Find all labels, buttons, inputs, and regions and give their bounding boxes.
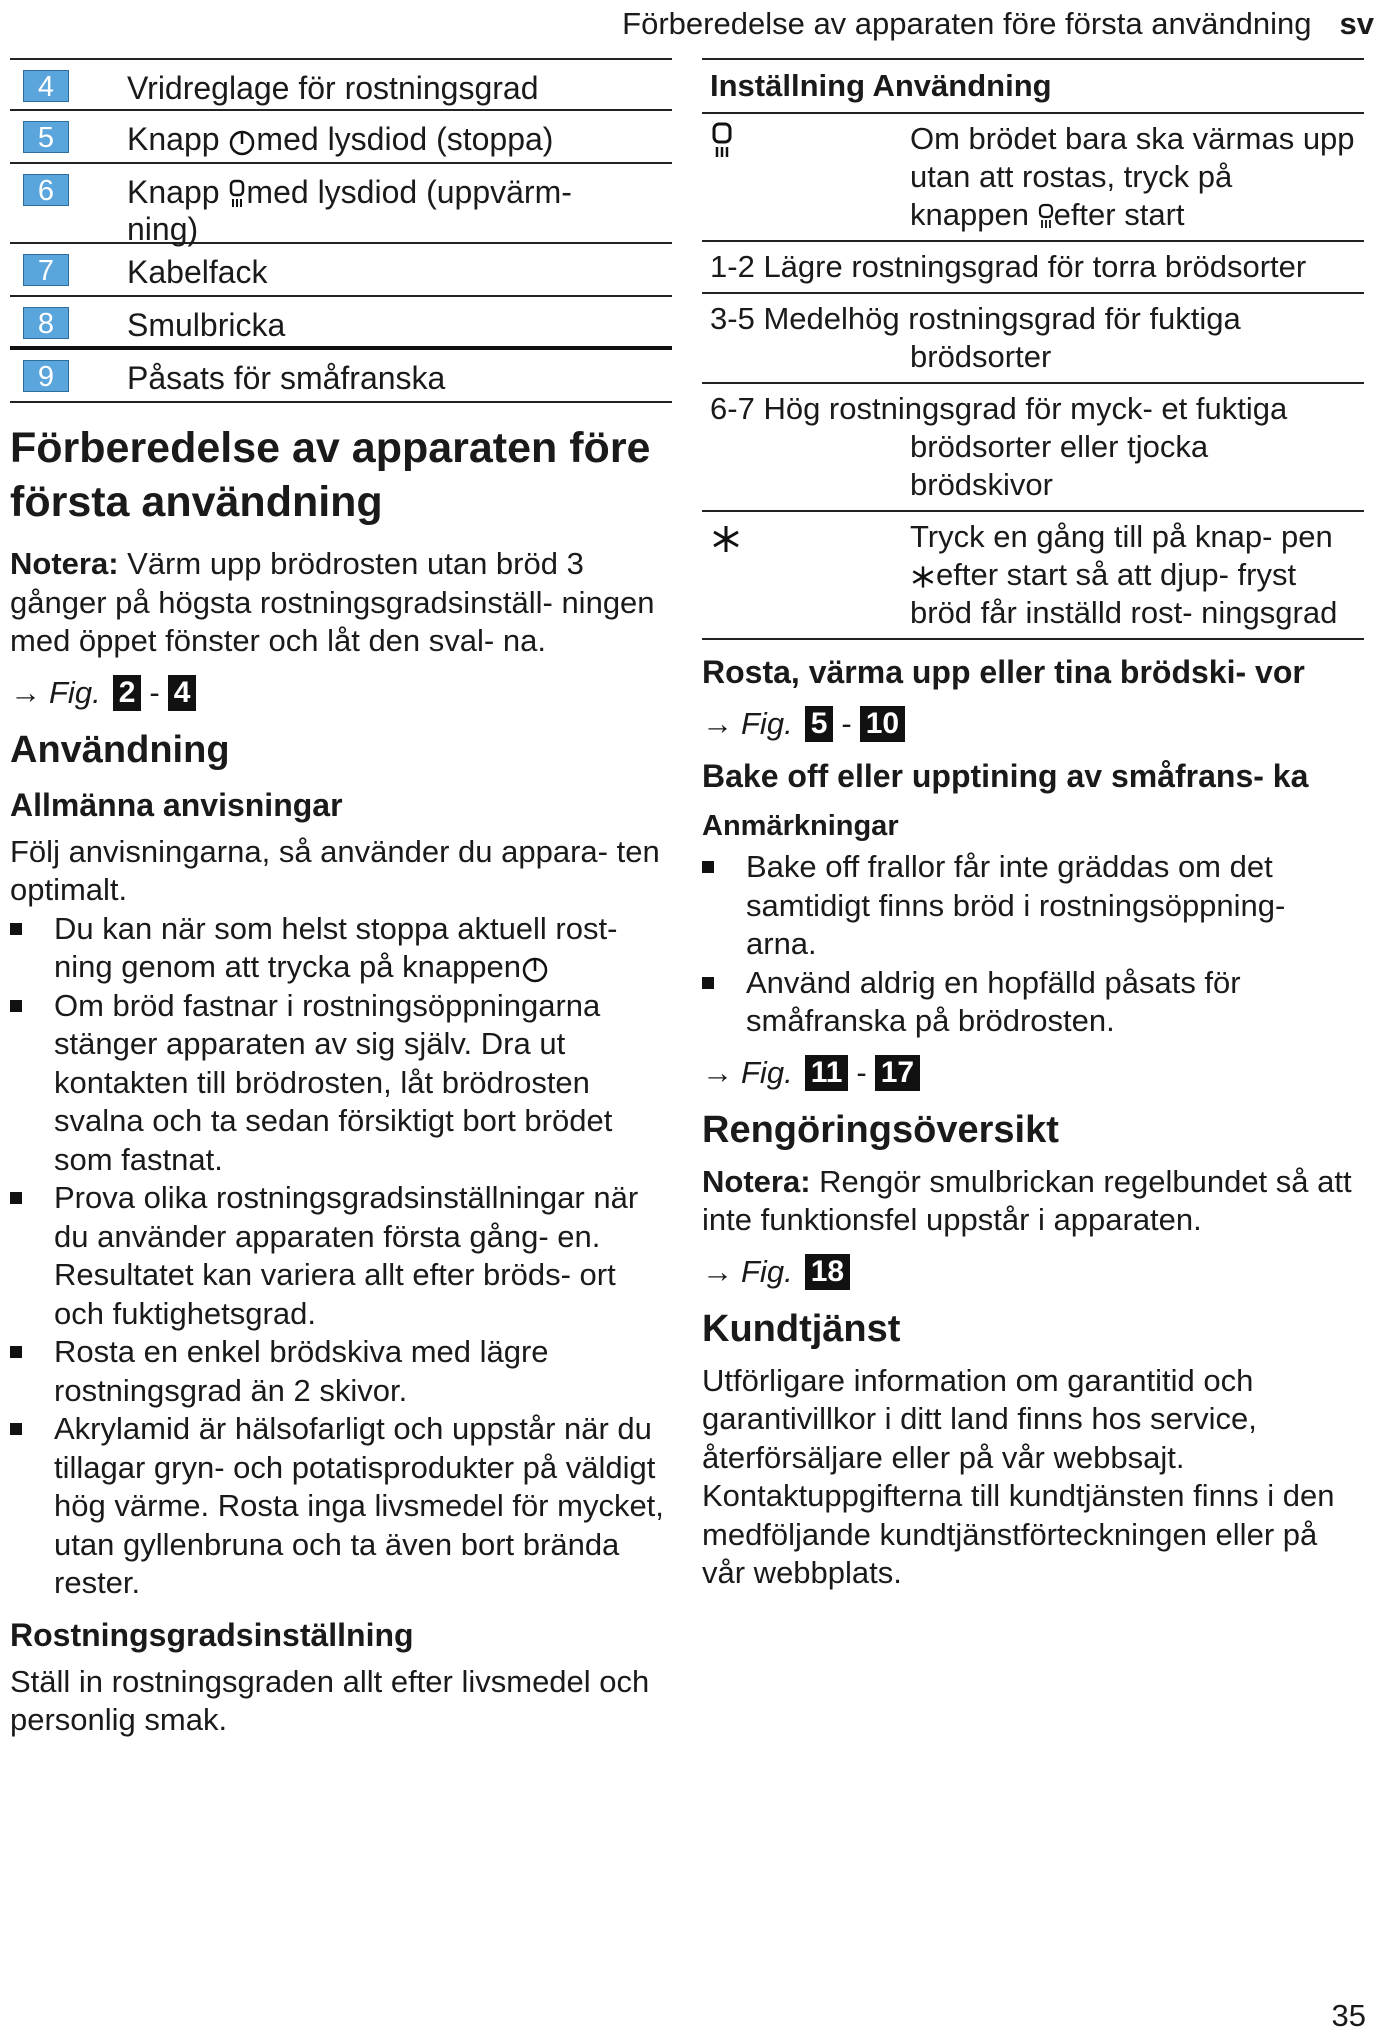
settings-row: 6-7 Hög rostningsgrad för myck- et fuktiga brödsorter eller tjocka brödskivor <box>702 384 1364 512</box>
page-number: 35 <box>1331 1998 1366 2033</box>
settings-row: 3-5 Medelhög rostningsgrad för fuktiga brödsorter <box>702 294 1364 384</box>
bullet-icon <box>702 861 714 873</box>
part-label: Vridreglage för rostningsgrad <box>127 70 539 106</box>
setting-text: Ställ in rostningsgraden allt efter livsmedel och personlig smak. <box>10 1663 650 1737</box>
arrow-right-icon: → <box>702 1253 733 1289</box>
header-title: Förberedelse av apparaten före första användning <box>622 6 1312 41</box>
figure-badge: 11 <box>805 1055 849 1091</box>
list-item: Bake off frallor får inte gräddas om det samtidigt finns bröd i rostningsöppning- arna. <box>702 848 1364 964</box>
list-item: Akrylamid är hälsofarligt och uppstår när du tillagar gryn- och potatisprodukter på väldigt hög värme. Rosta inga livsmedel för mycket, utan gyllenbruna och ta även bort brända rester. <box>10 1410 672 1603</box>
figure-reference: → Fig. 18 <box>702 1252 1364 1292</box>
language-code: sv <box>1339 6 1374 41</box>
list-item: Rosta en enkel brödskiva med lägre rostningsgrad än 2 skivor. <box>10 1333 672 1410</box>
bullet-icon <box>10 1346 22 1358</box>
arrow-right-icon: → <box>10 674 41 710</box>
part-label: Påsats för småfranska <box>127 360 446 396</box>
settings-row-warm: Om brödet bara ska värmas upp utan att rostas, tryck på knappen efter start <box>702 114 1364 242</box>
part-number-badge: 4 <box>23 70 69 102</box>
part-number-badge: 5 <box>23 121 69 153</box>
parts-row <box>10 111 672 164</box>
arrow-right-icon: → <box>702 706 733 741</box>
parts-row <box>10 244 672 297</box>
bullet-icon <box>10 1192 22 1204</box>
prep-heading: Förberedelse av apparaten före första användning <box>10 424 651 526</box>
remarks-heading: Anmärkningar <box>702 810 899 842</box>
part-label: Knapp med lysdiod (stoppa) <box>127 121 554 157</box>
list-item: Prova olika rostningsgradsinställningar när du använder apparaten första gång- en. Resultatet kan variera allt efter bröds- ort och fuktighetsgrad. <box>10 1179 672 1333</box>
figure-reference: → Fig. 2 - 4 <box>10 673 672 713</box>
cleaning-note: Notera: Rengör smulbrickan regelbundet så att inte funktionsfel uppstår i apparaten. <box>702 1163 1352 1237</box>
settings-table-header: Inställning Användning <box>702 58 1364 114</box>
toast-heading: Rosta, värma upp eller tina brödski- vor <box>702 654 1305 690</box>
settings-row-defrost: Tryck en gång till på knap- pen efter start så att djup- fryst bröd får inställd rost- ningsgrad <box>702 512 1364 640</box>
setting-heading: Rostningsgradsinställning <box>10 1616 414 1653</box>
part-label: Smulbricka <box>127 307 286 343</box>
bullet-icon <box>702 977 714 989</box>
settings-table <box>702 58 1364 640</box>
usage-heading: Användning <box>10 728 230 771</box>
part-number-badge: 6 <box>23 174 69 206</box>
general-heading: Allmänna anvisningar <box>10 786 343 823</box>
part-number-badge: 9 <box>23 360 69 392</box>
figure-badge: 10 <box>860 706 905 742</box>
prep-note: Notera: Värm upp brödrosten utan bröd 3 gånger på högsta rostningsgradsinställ- ningen med öppet fönster och låt den sval- na. <box>10 546 655 658</box>
figure-badge: 2 <box>113 675 142 711</box>
list-item: Du kan när som helst stoppa aktuell rost- ning genom att trycka på knappen <box>10 910 672 987</box>
bakeoff-heading: Bake off eller upptining av småfrans- ka <box>702 758 1309 794</box>
general-bullet-list <box>10 910 672 1603</box>
bullet-icon <box>10 1000 22 1012</box>
power-icon <box>521 954 549 984</box>
service-text: Utförligare information om garantitid och garantivillkor i ditt land finns hos service, återförsäljare eller på vår webbsajt. Kontaktuppgifterna till kundtjänsten finns i den medföljande kundtjänstförteckningen eller på vår webbplats. <box>702 1362 1335 1590</box>
parts-row <box>10 350 672 403</box>
settings-row: 1-2 Lägre rostningsgrad för torra brödsorter <box>702 242 1364 294</box>
parts-table <box>10 58 672 403</box>
figure-reference: → Fig. 11 - 17 <box>702 1053 1364 1093</box>
list-item: Använd aldrig en hopfälld påsats för småfranska på brödrosten. <box>702 964 1364 1041</box>
part-number-badge: 7 <box>23 254 69 286</box>
figure-badge: 5 <box>805 706 834 742</box>
left-column <box>10 58 672 1740</box>
bullet-icon <box>10 1423 22 1435</box>
service-heading: Kundtjänst <box>702 1307 901 1350</box>
parts-row <box>10 297 672 350</box>
warm-icon <box>710 121 734 161</box>
right-column <box>702 58 1364 1593</box>
snowflake-icon <box>910 564 936 590</box>
part-label: Kabelfack <box>127 254 268 290</box>
snowflake-icon <box>710 523 742 555</box>
power-icon <box>228 127 256 157</box>
running-header <box>622 6 1374 42</box>
part-label: Knapp med lysdiod (uppvärm- ning) <box>127 174 572 247</box>
cleaning-heading: Rengöringsöversikt <box>702 1108 1059 1151</box>
figure-badge: 4 <box>168 675 197 711</box>
remarks-bullet-list <box>702 848 1364 1041</box>
figure-badge: 17 <box>875 1055 920 1091</box>
warm-icon <box>228 179 246 211</box>
figure-badge: 18 <box>805 1254 850 1290</box>
figure-reference: → Fig. 5 - 10 <box>702 704 1364 744</box>
parts-row <box>10 164 672 247</box>
general-intro: Följ anvisningarna, så använder du appara- ten optimalt. <box>10 833 660 907</box>
parts-row <box>10 58 672 111</box>
arrow-right-icon: → <box>702 1054 733 1090</box>
warm-icon <box>1038 203 1054 231</box>
bullet-icon <box>10 923 22 935</box>
list-item: Om bröd fastnar i rostningsöppningarna stänger apparaten av sig själv. Dra ut kontakten till brödrosten, låt brödrosten svalna och ta sedan försiktigt bort brödet som fastnat. <box>10 987 672 1180</box>
part-number-badge: 8 <box>23 307 69 339</box>
